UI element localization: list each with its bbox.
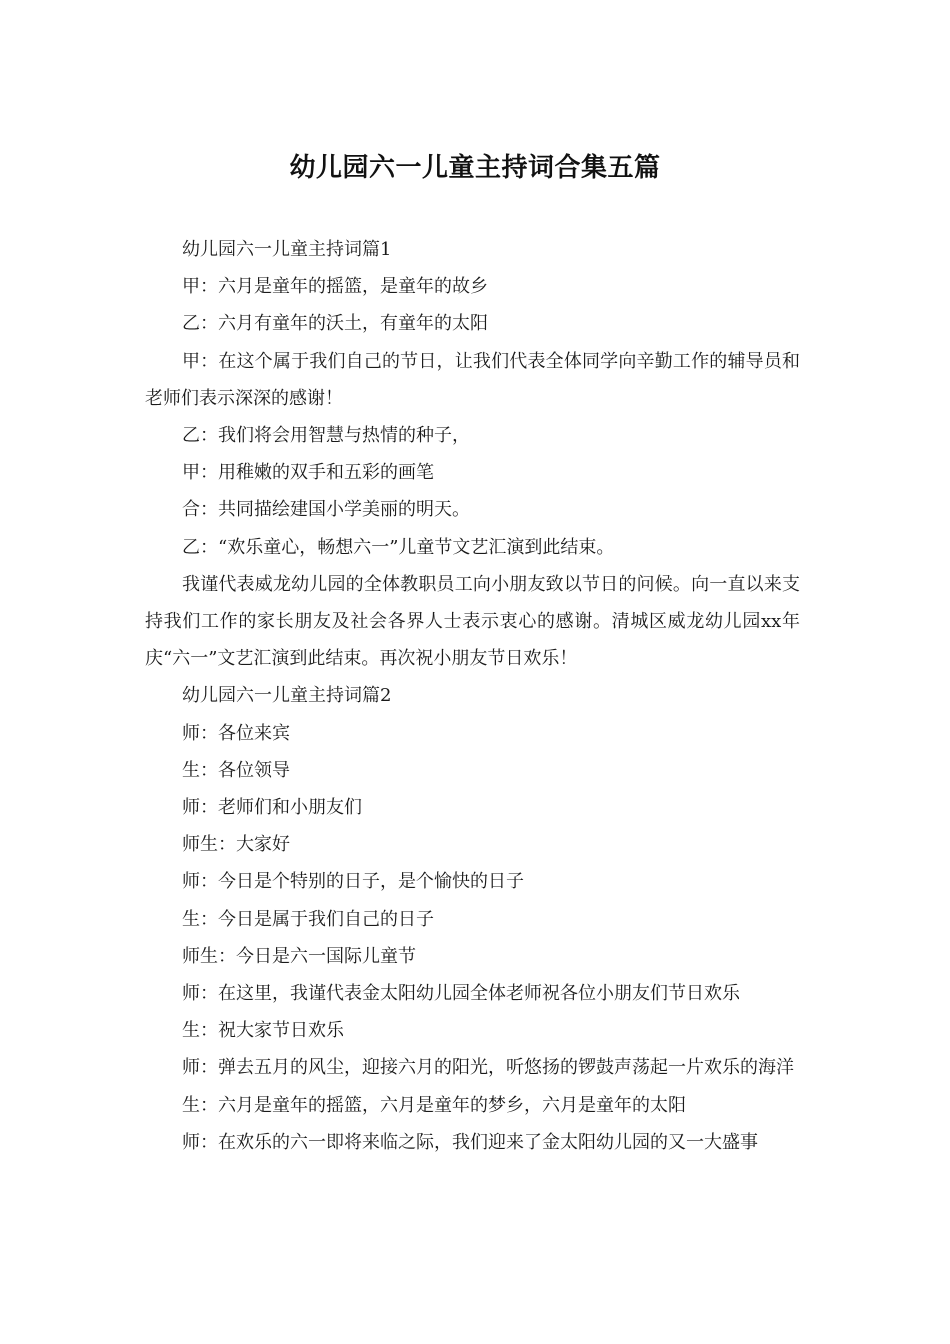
document-title: 幼儿园六一儿童主持词合集五篇 xyxy=(289,153,661,183)
script-line: 师：在欢乐的六一即将来临之际，我们迎来了金太阳幼儿园的又一大盛事 xyxy=(182,1131,758,1153)
script-line: 乙：“欢乐童心，畅想六一”儿童节文艺汇演到此结束。 xyxy=(182,536,615,558)
script-line: 生：今日是属于我们自己的日子 xyxy=(182,908,434,930)
closing-paragraph: 我谨代表威龙幼儿园的全体教职员工向小朋友致以节日的问候。向一直以来支持我们工作的家长朋友及社会各界人士表示衷心的感谢。清城区威龙幼儿园xx年庆“六一”文艺汇演到此结束。再次祝小朋友节日欢乐！ xyxy=(145,573,800,670)
script-line: 师生：今日是六一国际儿童节 xyxy=(182,945,416,967)
script-line: 师：各位来宾 xyxy=(182,722,290,744)
script-line: 生：六月是童年的摇篮，六月是童年的梦乡，六月是童年的太阳 xyxy=(182,1094,686,1116)
script-line: 乙：我们将会用智慧与热情的种子， xyxy=(182,425,470,447)
script-line: 生：祝大家节日欢乐 xyxy=(182,1020,344,1042)
script-line: 甲：在这个属于我们自己的节日，让我们代表全体同学向辛勤工作的辅导员和老师们表示深深的感谢！ xyxy=(145,350,800,409)
script-line: 甲：用稚嫩的双手和五彩的画笔 xyxy=(182,462,434,484)
script-line: 乙：六月有童年的沃土，有童年的太阳 xyxy=(182,313,488,335)
script-line: 生：各位领导 xyxy=(182,759,290,781)
section-heading-1: 幼儿园六一儿童主持词篇1 xyxy=(182,239,392,260)
section-heading-2: 幼儿园六一儿童主持词篇2 xyxy=(182,685,392,707)
script-line: 师生：大家好 xyxy=(182,834,290,856)
script-line: 合：共同描绘建国小学美丽的明天。 xyxy=(182,499,470,521)
script-line: 师：今日是个特别的日子，是个愉快的日子 xyxy=(182,871,524,893)
document-body xyxy=(145,231,800,1161)
script-line: 师：老师们和小朋友们 xyxy=(182,797,362,819)
script-line: 师：弹去五月的风尘，迎接六月的阳光，听悠扬的锣鼓声荡起一片欢乐的海洋 xyxy=(182,1057,794,1079)
script-line: 师：在这里，我谨代表金太阳幼儿园全体老师祝各位小朋友们节日欢乐 xyxy=(182,983,740,1005)
script-line: 甲：六月是童年的摇篮，是童年的故乡 xyxy=(182,276,488,298)
